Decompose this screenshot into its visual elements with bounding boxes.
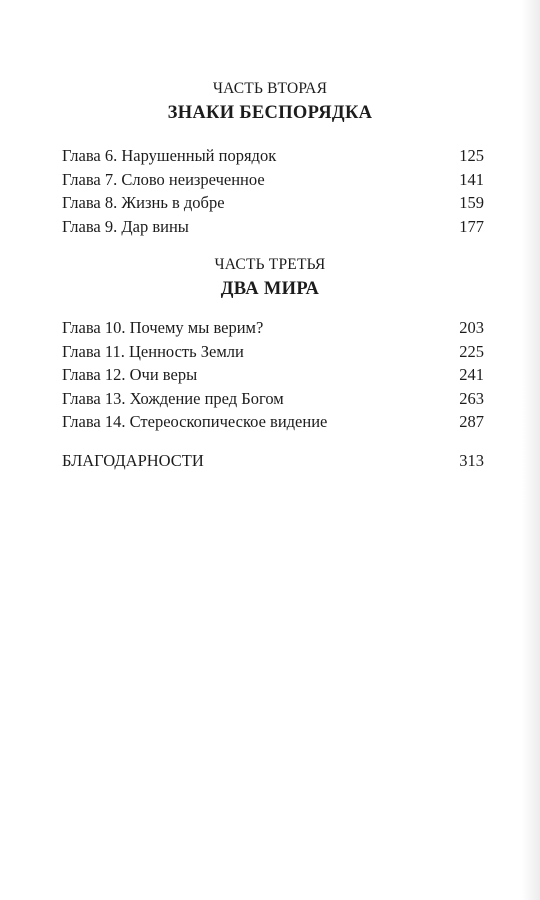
toc-entry-page: 203 [459, 318, 484, 337]
toc-entry[interactable] [62, 215, 484, 239]
toc-entry[interactable] [62, 363, 484, 387]
part-two-label: ЧАСТЬ ВТОРАЯ [212, 80, 328, 97]
part-two-chapter-list [62, 144, 484, 238]
toc-entry-title: Глава 8. Жизнь в добре [62, 193, 225, 212]
part-two-heading [0, 80, 540, 124]
toc-entry[interactable] [62, 191, 484, 215]
toc-entry-page: 177 [459, 216, 484, 236]
toc-entry-page: 141 [459, 169, 484, 189]
part-three-title: ДВА МИРА [220, 279, 320, 299]
toc-entry-page: 159 [459, 193, 484, 212]
page-edge-shadow [522, 0, 540, 900]
part-three-chapter-list [62, 316, 484, 434]
toc-entry-title: Глава 7. Слово неизреченное [62, 169, 265, 189]
toc-entry-page: 125 [459, 146, 484, 165]
toc-entry-page: 241 [459, 365, 484, 384]
toc-entry-title: Глава 9. Дар вины [62, 216, 189, 236]
toc-entry-title: Глава 10. Почему мы верим? [62, 318, 264, 337]
toc-entry-page: 263 [459, 388, 484, 408]
toc-entry-acknowledgements[interactable] [62, 449, 484, 473]
toc-entry-title: Глава 14. Стереоскопическое видение [62, 412, 328, 431]
toc-entry-title: Глава 11. Ценность Земли [62, 341, 244, 361]
toc-entry[interactable] [62, 340, 484, 364]
toc-entry[interactable] [62, 387, 484, 411]
toc-entry-page: 225 [459, 341, 484, 361]
toc-entry-page: 287 [459, 412, 484, 431]
acknowledgements-entry [62, 449, 484, 473]
toc-entry-title: БЛАГОДАРНОСТИ [62, 451, 204, 470]
toc-entry[interactable] [62, 168, 484, 192]
part-three-label: ЧАСТЬ ТРЕТЬЯ [214, 256, 326, 273]
part-three-heading [0, 256, 540, 300]
toc-entry[interactable] [62, 144, 484, 168]
part-two-title: ЗНАКИ БЕСПОРЯДКА [167, 103, 373, 123]
toc-entry-title: Глава 6. Нарушенный порядок [62, 146, 277, 165]
toc-entry-title: Глава 13. Хождение пред Богом [62, 388, 284, 408]
toc-entry[interactable] [62, 316, 484, 340]
toc-entry[interactable] [62, 410, 484, 434]
toc-entry-title: Глава 12. Очи веры [62, 365, 198, 384]
toc-entry-page: 313 [459, 451, 484, 470]
